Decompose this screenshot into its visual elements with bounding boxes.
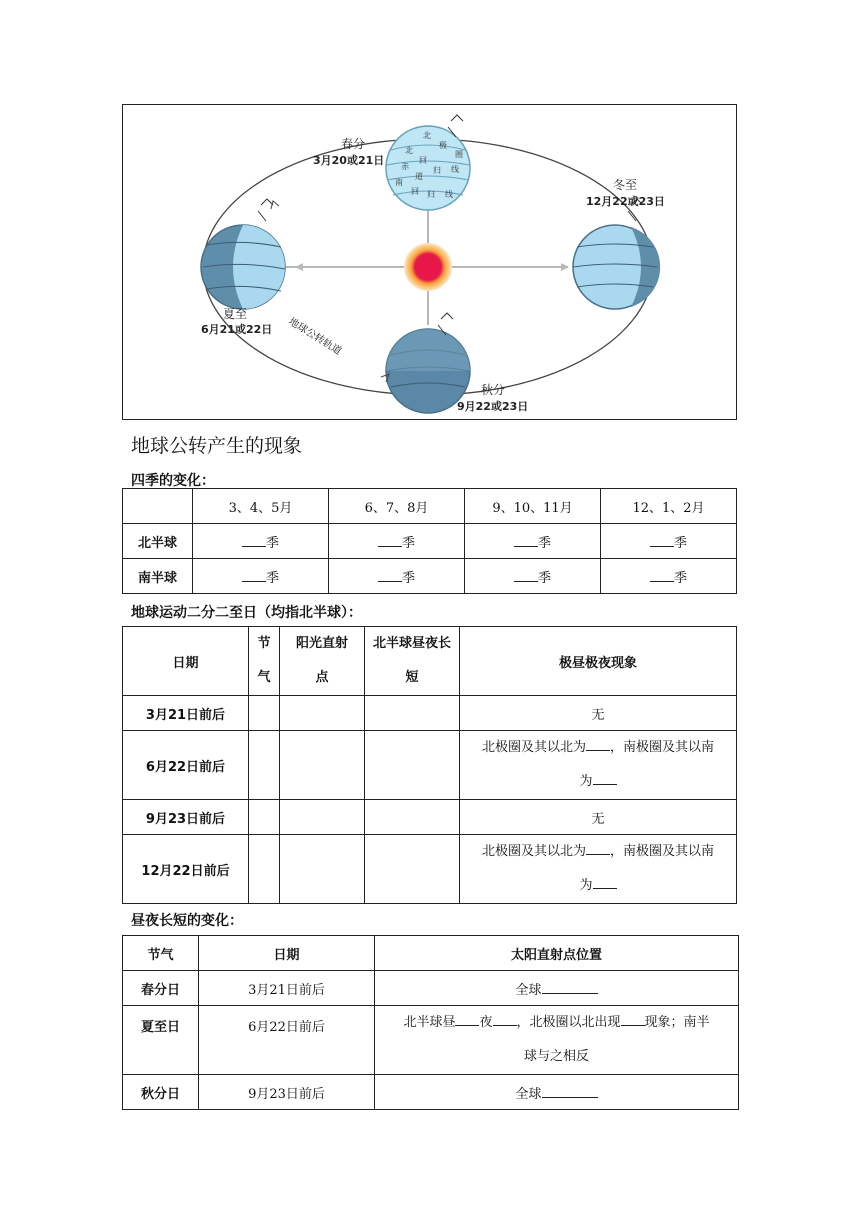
seasons-header-cell: 6、7、8月 (329, 489, 465, 524)
season-blank-cell: 季 (465, 524, 601, 559)
season-blank-cell: 季 (329, 524, 465, 559)
solstice-table (122, 626, 737, 904)
svg-text:归: 归 (427, 190, 435, 199)
date-cell: 3月21日前后 (123, 696, 249, 731)
orbit-arrow-icon (271, 201, 279, 209)
season-blank-cell: 季 (601, 559, 737, 594)
summer-date: 6月21或22日 (201, 323, 273, 336)
term-cell: 夏至日 (123, 1006, 199, 1075)
spring-date: 3月20或21日 (313, 154, 385, 167)
solstice-heading: 地球运动二分二至日（均指北半球）： (131, 605, 362, 621)
seasons-header-cell: 9、10、11月 (465, 489, 601, 524)
autumn-date: 9月22或23日 (457, 400, 529, 413)
row-label: 南半球 (123, 559, 193, 594)
svg-text:北: 北 (405, 146, 413, 155)
seasons-heading: 四季的变化： (131, 473, 215, 489)
solstice-header-cell: 节气 (249, 627, 280, 696)
season-blank-cell: 季 (465, 559, 601, 594)
position-cell: 全球 (375, 971, 739, 1006)
seasons-table (122, 488, 737, 594)
season-blank-cell: 季 (601, 524, 737, 559)
winter-solstice-globe (573, 225, 660, 309)
winter-date: 12月22或23日 (586, 195, 665, 208)
autumn-label: 秋分 (481, 383, 506, 397)
date-cell: 3月21日前后 (199, 971, 375, 1006)
term-cell: 秋分日 (123, 1075, 199, 1110)
polar-cell: 无 (460, 696, 737, 731)
date-cell: 6月22日前后 (123, 731, 249, 800)
svg-text:回: 回 (411, 187, 419, 196)
seasons-header-cell: 12、1、2月 (601, 489, 737, 524)
row-label: 北半球 (123, 524, 193, 559)
daynight-header-cell: 节气 (123, 936, 199, 971)
season-blank-cell: 季 (329, 559, 465, 594)
solstice-header-cell: 北半球昼夜长短 (365, 627, 460, 696)
polar-cell: 北极圈及其以北为 ，南极圈及其以南 为 (460, 835, 737, 904)
date-cell: 12月22日前后 (123, 835, 249, 904)
svg-text:南: 南 (395, 178, 403, 187)
orbit-svg (123, 105, 738, 421)
daynight-header-cell: 太阳直射点位置 (375, 936, 739, 971)
svg-text:线: 线 (445, 190, 453, 199)
svg-text:极: 极 (439, 141, 447, 150)
daynight-heading: 昼夜长短的变化： (131, 913, 243, 929)
seasons-header-cell: 3、4、5月 (193, 489, 329, 524)
seasons-header-cell (123, 489, 193, 524)
polar-cell: 无 (460, 800, 737, 835)
solstice-header-cell: 极昼极夜现象 (460, 627, 737, 696)
date-cell: 6月22日前后 (199, 1006, 375, 1075)
position-cell: 北半球昼 夜 ，北极圈以北出现 现象；南半 球与之相反 (375, 1006, 739, 1075)
date-cell: 9月23日前后 (123, 800, 249, 835)
svg-text:线: 线 (451, 165, 459, 174)
svg-text:归: 归 (433, 166, 441, 175)
spring-equinox-globe (386, 126, 470, 210)
winter-label: 冬至 (613, 178, 638, 192)
page-title: 地球公转产生的现象 (131, 435, 303, 457)
season-blank-cell: 季 (193, 524, 329, 559)
position-cell: 全球 (375, 1075, 739, 1110)
svg-text:赤: 赤 (401, 162, 409, 171)
date-cell: 9月23日前后 (199, 1075, 375, 1110)
polar-cell: 北极圈及其以北为 ，南极圈及其以南 为 (460, 731, 737, 800)
daynight-table (122, 935, 739, 1110)
summer-label: 夏至 (223, 307, 248, 321)
spring-label: 春分 (341, 137, 366, 151)
solstice-header-cell: 日期 (123, 627, 249, 696)
earth-orbit-diagram (122, 104, 737, 420)
solstice-header-cell: 阳光直射点 (280, 627, 365, 696)
season-blank-cell: 季 (193, 559, 329, 594)
svg-text:北: 北 (423, 131, 431, 140)
svg-text:道: 道 (415, 172, 423, 181)
summer-solstice-globe (201, 225, 285, 309)
orbit-label: 地球公转轨道 (286, 316, 344, 358)
term-cell: 春分日 (123, 971, 199, 1006)
svg-text:圈: 圈 (455, 150, 463, 159)
daynight-header-cell: 日期 (199, 936, 375, 971)
svg-text:回: 回 (419, 156, 427, 165)
